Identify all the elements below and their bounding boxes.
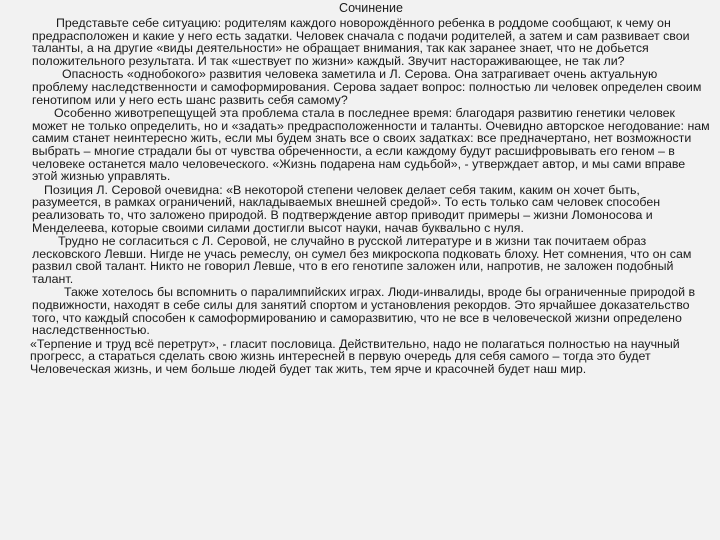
paragraph-text: Позиция Л. Серовой очевидна: «В некоторой степени человек делает себя таким, каким он хочет быть, разумеется, в рамках ограничений, накладываемых внешней средой». То есть только сам человек способен реализовать то, что заложено природой. В подтверждение автор приводит примеры – жизни Ломоносова и Менделеева, которые своими силами достигли высот науки, начав буквально с нуля.: [32, 182, 661, 235]
paragraph-text: Представьте себе ситуацию: родителям каждого новорождённого ребенка в роддоме сообщают, к чему он предрасположен и какие у него есть задатки. Человек сначала с подачи родителей, а затем и сам развивает свои таланты, а на другие «виды деятельности» не обращает внимания, так как заранее знает, что не добьется положительного результата. И так «шествует по жизни» каждый. Звучит настораживающее, не так ли?: [32, 16, 690, 68]
essay-paragraph-6: [32, 286, 710, 336]
paragraph-text: Также хотелось бы вспомнить о паралимпийских играх. Люди-инвалиды, вроде бы ограниченные природой в подвижности, находят в себе силы для занятий спортом и установления рекордов. Это ярчайшее доказательство того, что каждый способен к самоформированию и саморазвитию, что не все в человеческой жизни определено наследственностью.: [32, 285, 696, 338]
essay-title: Сочинение: [339, 1, 403, 15]
paragraph-text: «Терпение и труд всё перетрут», - гласит пословица. Действительно, надо не полагаться полностью на научный прогресс, а стараться сделать свою жизнь интересней в первую очередь для себя самого – тогда это будет Человеческая жизнь, и чем больше людей будет так жить, тем ярче и красочней будет наш мир.: [30, 336, 680, 377]
essay-paragraph-4: [32, 184, 710, 234]
essay-paragraph-3: [32, 107, 710, 183]
paragraph-text: Особенно животрепещущей эта проблема стала в последнее время: благодаря развитию генетики человек может не только определить, но и «задать» предрасположенности и таланты. Очевидно авторское негодование: нам самим станет неинтересно жить, если мы будем знать все о своих задатках: все предначертано, нет возможности выбрать – многие страдали бы от чувства обреченности, а если каждому будут расшифровывать его геном – в человеке останется мало человеческого. «Жизнь подарена нам судьбой», - утверждает автор, и мы сами вправе этой жизнью управлять.: [32, 106, 710, 184]
essay-paragraph-2: [32, 68, 710, 106]
paragraph-text: Трудно не согласиться с Л. Серовой, не случайно в русской литературе и в жизни так почитаем образ лесковского Левши. Нигде не учась ремеслу, он сумел без микроскопа подковать блоху. Нет сомнения, что он сам развил свой талант. Никто не говорил Левше, что в его генотипе заложен или, напротив, не заложен подобный талант.: [32, 234, 692, 286]
essay-paragraph-1: [32, 17, 710, 67]
essay-paragraph-7: [30, 338, 710, 376]
paragraph-text: Опасность «однобокого» развития человека заметила и Л. Серова. Она затрагивает очень актуальную проблему наследственности и самоформирования. Серова задает вопрос: полностью ли человек определен своим генотипом или у него есть шанс развить себя самому?: [32, 67, 702, 107]
essay-paragraph-5: [32, 235, 710, 285]
